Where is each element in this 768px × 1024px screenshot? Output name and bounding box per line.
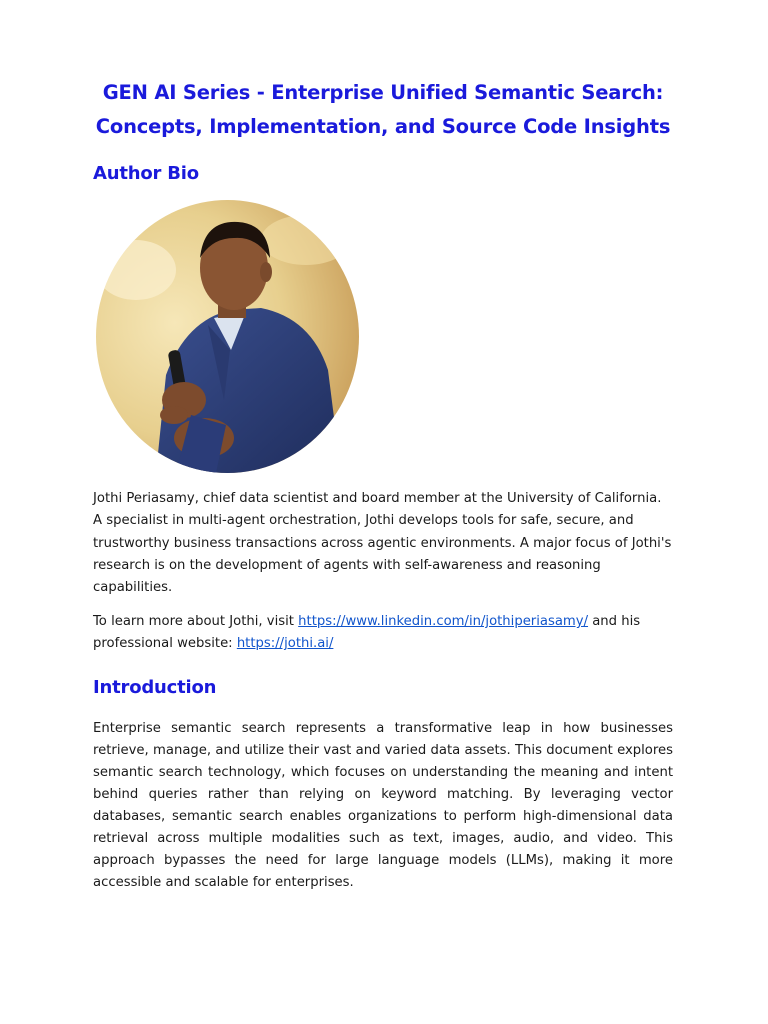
linkedin-link[interactable]: https://www.linkedin.com/in/jothiperiasamy/ (298, 614, 589, 629)
introduction-text: Enterprise semantic search represents a transformative leap in how businesses retrieve, manage, and utilize their vast and varied data assets. This document explores semantic search technology, which focuses on understanding the meaning and intent behind queries rather than relying on keyword matching. By leveraging vector databases, semantic search enables organizations to perform high-dimensional data retrieval across multiple modalities such as text, images, audio, and video. This approach bypasses the need for large language models (LLMs), making it more accessible and scalable for enterprises. (93, 721, 673, 890)
document-title: GEN AI Series - Enterprise Unified Semantic Search: Concepts, Implementation, and Source Code Insights (95, 81, 671, 138)
document-page (93, 0, 673, 890)
learn-more-prefix: To learn more about Jothi, visit (93, 614, 299, 629)
author-bio-heading: Author Bio (93, 163, 199, 184)
learn-more-middle: and his professional website: (93, 614, 641, 652)
author-bio-text: Jothi Periasamy, chief data scientist and board member at the University of California. A specialist in multi-agent orchestration, Jothi develops tools for safe, secure, and trustworthy business transactions across agentic environments. A major focus of Jothi's research is on the development of agents with self-awareness and reasoning capabilities. (93, 491, 672, 596)
website-link[interactable]: https://jothi.ai/ (236, 636, 334, 652)
introduction-heading: Introduction (93, 677, 217, 698)
author-photo (96, 200, 359, 473)
learn-more-paragraph (93, 611, 673, 656)
